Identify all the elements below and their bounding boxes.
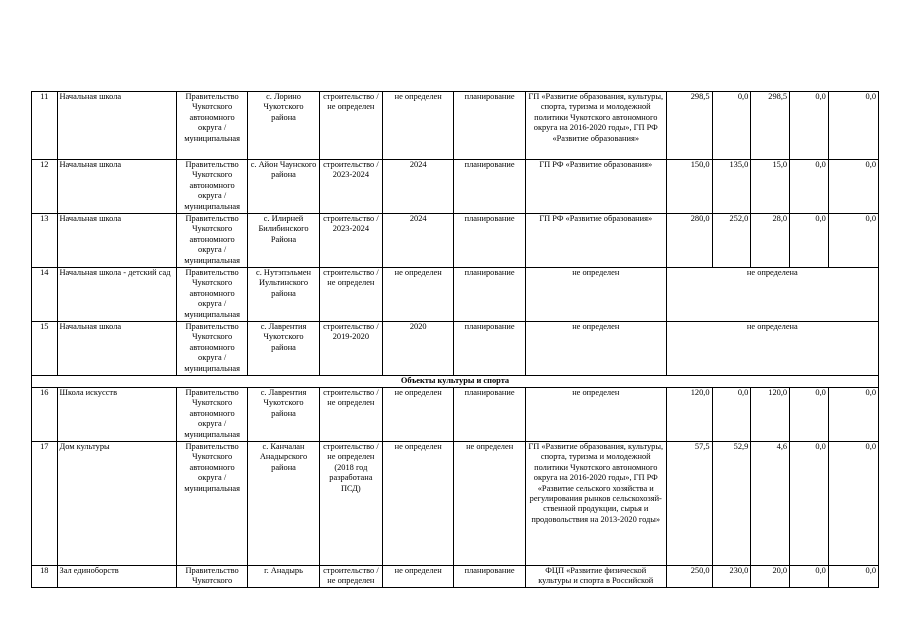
stage-cell: планирование (454, 566, 525, 588)
document-table-container (31, 91, 879, 588)
row-number-cell: 18 (32, 566, 58, 588)
construction-type-cell: строительство / не определен (319, 566, 382, 588)
other-funds-cell: 0,0 (828, 566, 878, 588)
period-cell: не определен (383, 442, 454, 566)
federal-funds-cell: 0,0 (712, 388, 751, 442)
table-row (32, 214, 879, 268)
period-cell: 2024 (383, 160, 454, 214)
investment-objects-table (31, 91, 879, 588)
federal-funds-cell: 52,9 (712, 442, 751, 566)
location-cell: г. Анадырь (248, 566, 319, 588)
owner-cell: Правительство Чукотского автономного округа / муниципальная (176, 268, 247, 322)
period-cell: не определен (383, 388, 454, 442)
object-name-cell: Начальная школа (57, 160, 176, 214)
program-cell: ГП РФ «Развитие образования» (525, 214, 666, 268)
row-number-cell: 15 (32, 322, 58, 376)
owner-cell: Правительство Чукотского автономного округа / муниципальная (176, 92, 247, 160)
owner-cell: Правительство Чукотского (176, 566, 247, 588)
program-cell: не определен (525, 268, 666, 322)
location-cell: с. Лаврентия Чукотского района (248, 322, 319, 376)
location-cell: с. Нутэпэльмен Иультинского района (248, 268, 319, 322)
construction-type-cell: строительство / 2023-2024 (319, 214, 382, 268)
funding-cell: не определена (666, 322, 878, 376)
program-cell: ГП РФ «Развитие образования» (525, 160, 666, 214)
row-number-cell: 11 (32, 92, 58, 160)
program-cell: ГП «Развитие образования, культуры, спорта, туризма и молодежной политики Чукотского автономного округа на 2016-2020 годы», ГП РФ «Развитие сельского хозяйства и регулирования рынков сельскохозяй-ственной продукции, сырья и продовольствия на 2013-2020 годы» (525, 442, 666, 566)
construction-type-cell: строительство / не определен (2018 год разработана ПСД) (319, 442, 382, 566)
period-cell: 2020 (383, 322, 454, 376)
object-name-cell: Школа искусств (57, 388, 176, 442)
owner-cell: Правительство Чукотского автономного округа / муниципальная (176, 160, 247, 214)
table-row (32, 92, 879, 160)
regional-funds-cell: 298,5 (751, 92, 790, 160)
object-name-cell: Зал единоборств (57, 566, 176, 588)
local-funds-cell: 0,0 (790, 92, 829, 160)
location-cell: с. Илирней Билибинского Района (248, 214, 319, 268)
location-cell: с. Лаврентия Чукотского района (248, 388, 319, 442)
row-number-cell: 13 (32, 214, 58, 268)
federal-funds-cell: 252,0 (712, 214, 751, 268)
period-cell: 2024 (383, 214, 454, 268)
stage-cell: планирование (454, 268, 525, 322)
table-row (32, 322, 879, 376)
regional-funds-cell: 120,0 (751, 388, 790, 442)
construction-type-cell: строительство / не определен (319, 268, 382, 322)
section-header-row (32, 376, 879, 388)
stage-cell: планирование (454, 92, 525, 160)
table-row (32, 442, 879, 566)
period-cell: не определен (383, 268, 454, 322)
regional-funds-cell: 28,0 (751, 214, 790, 268)
program-cell: не определен (525, 388, 666, 442)
federal-funds-cell: 0,0 (712, 92, 751, 160)
table-row (32, 268, 879, 322)
other-funds-cell: 0,0 (828, 92, 878, 160)
location-cell: с. Лорино Чукотского района (248, 92, 319, 160)
stage-cell: планирование (454, 214, 525, 268)
object-name-cell: Начальная школа (57, 322, 176, 376)
total-cost-cell: 57,5 (666, 442, 712, 566)
regional-funds-cell: 15,0 (751, 160, 790, 214)
construction-type-cell: строительство / не определен (319, 92, 382, 160)
row-number-cell: 17 (32, 442, 58, 566)
other-funds-cell: 0,0 (828, 160, 878, 214)
table-row (32, 160, 879, 214)
owner-cell: Правительство Чукотского автономного округа / муниципальная (176, 442, 247, 566)
stage-cell: планирование (454, 388, 525, 442)
other-funds-cell: 0,0 (828, 442, 878, 566)
table-row (32, 566, 879, 588)
period-cell: не определен (383, 566, 454, 588)
local-funds-cell: 0,0 (790, 160, 829, 214)
regional-funds-cell: 20,0 (751, 566, 790, 588)
stage-cell: не определен (454, 442, 525, 566)
period-cell: не определен (383, 92, 454, 160)
table-row (32, 388, 879, 442)
location-cell: с. Айон Чаунского района (248, 160, 319, 214)
stage-cell: планирование (454, 160, 525, 214)
row-number-cell: 14 (32, 268, 58, 322)
location-cell: с. Канчалан Анадырского района (248, 442, 319, 566)
program-cell: ФЦП «Развитие физической культуры и спорта в Российской (525, 566, 666, 588)
total-cost-cell: 280,0 (666, 214, 712, 268)
section-title: Объекты культуры и спорта (32, 376, 879, 388)
owner-cell: Правительство Чукотского автономного округа / муниципальная (176, 388, 247, 442)
other-funds-cell: 0,0 (828, 388, 878, 442)
object-name-cell: Дом культуры (57, 442, 176, 566)
construction-type-cell: строительство / 2023-2024 (319, 160, 382, 214)
program-cell: ГП «Развитие образования, культуры, спорта, туризма и молодежной политики Чукотского автономного округа на 2016-2020 годы», ГП РФ «Развитие образования» (525, 92, 666, 160)
total-cost-cell: 120,0 (666, 388, 712, 442)
total-cost-cell: 250,0 (666, 566, 712, 588)
object-name-cell: Начальная школа - детский сад (57, 268, 176, 322)
total-cost-cell: 150,0 (666, 160, 712, 214)
owner-cell: Правительство Чукотского автономного округа / муниципальная (176, 214, 247, 268)
object-name-cell: Начальная школа (57, 214, 176, 268)
row-number-cell: 16 (32, 388, 58, 442)
object-name-cell: Начальная школа (57, 92, 176, 160)
total-cost-cell: 298,5 (666, 92, 712, 160)
other-funds-cell: 0,0 (828, 214, 878, 268)
row-number-cell: 12 (32, 160, 58, 214)
construction-type-cell: строительство / не определен (319, 388, 382, 442)
regional-funds-cell: 4,6 (751, 442, 790, 566)
program-cell: не определен (525, 322, 666, 376)
local-funds-cell: 0,0 (790, 214, 829, 268)
local-funds-cell: 0,0 (790, 442, 829, 566)
owner-cell: Правительство Чукотского автономного округа / муниципальная (176, 322, 247, 376)
local-funds-cell: 0,0 (790, 566, 829, 588)
local-funds-cell: 0,0 (790, 388, 829, 442)
federal-funds-cell: 230,0 (712, 566, 751, 588)
funding-cell: не определена (666, 268, 878, 322)
federal-funds-cell: 135,0 (712, 160, 751, 214)
stage-cell: планирование (454, 322, 525, 376)
construction-type-cell: строительство / 2019-2020 (319, 322, 382, 376)
